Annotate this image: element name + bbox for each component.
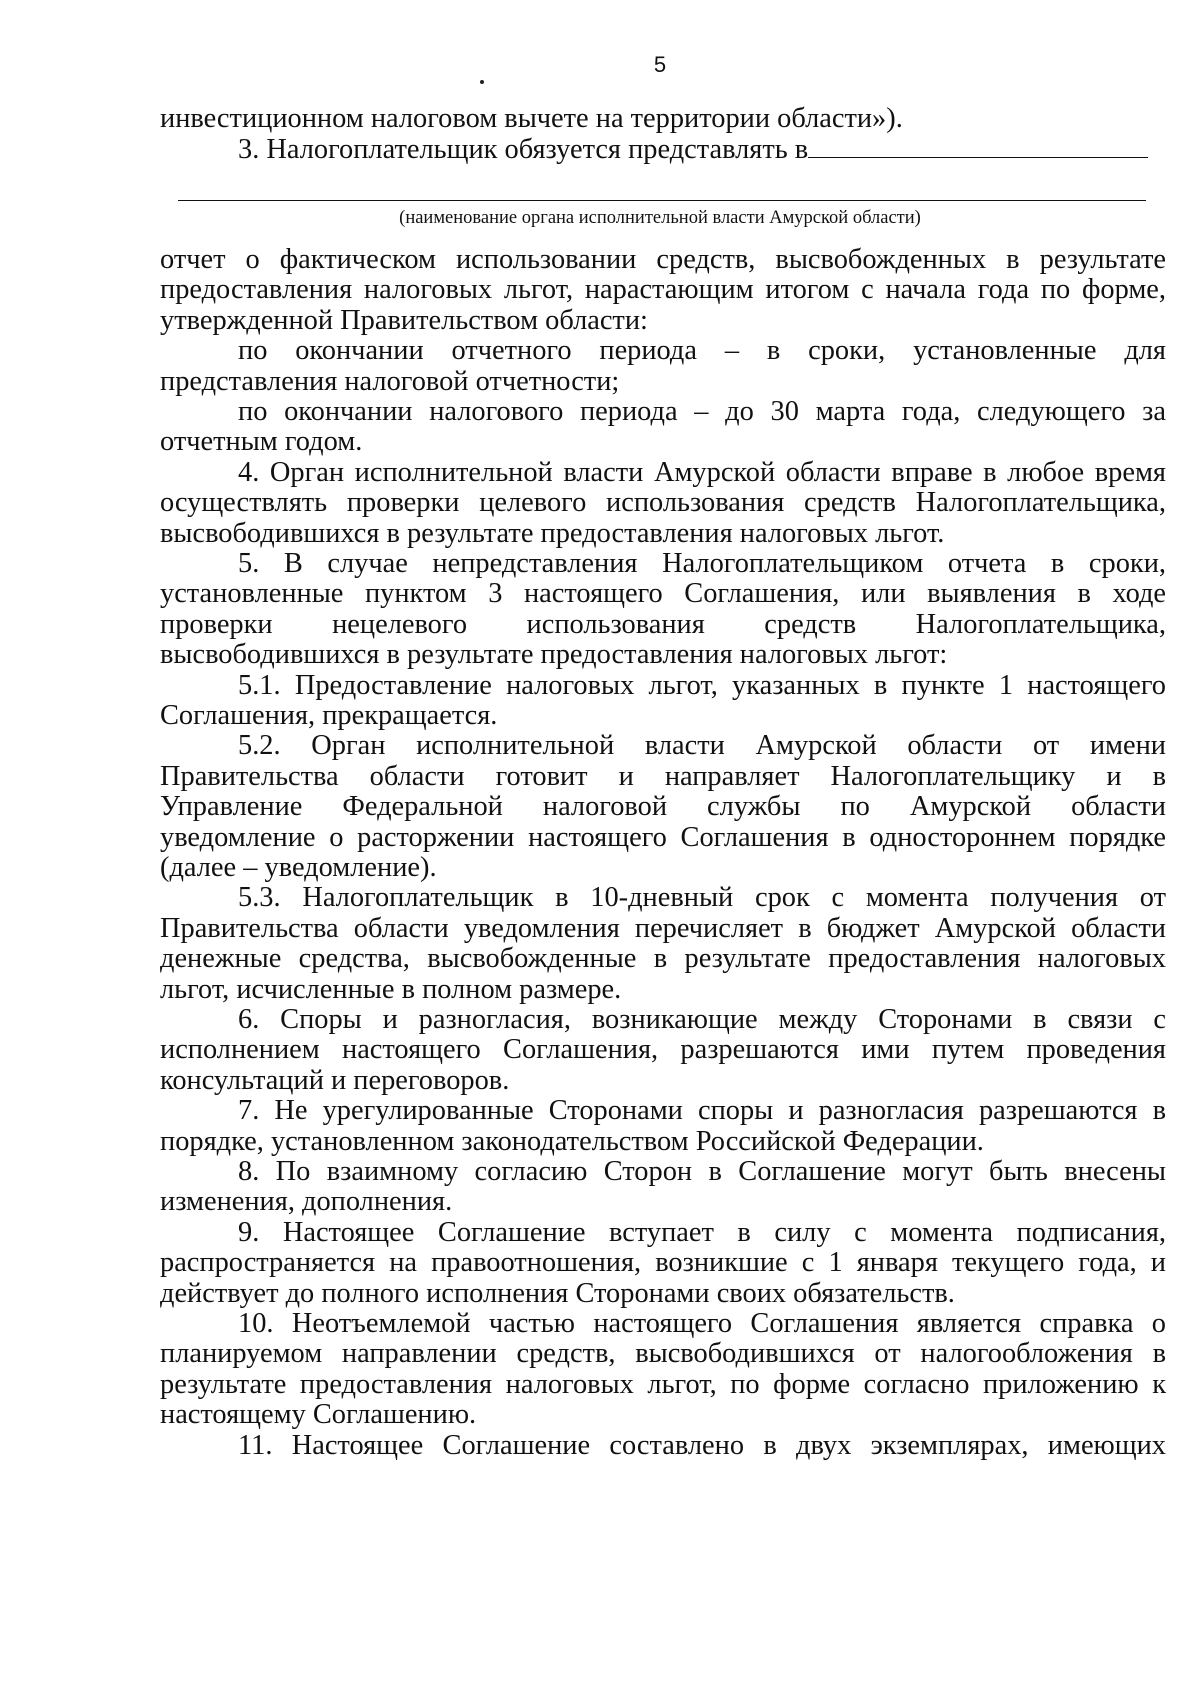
- text-line: 10. Неотъемлемой частью настоящего Соглашения является справка о: [238, 1308, 1166, 1339]
- text-line: исполнением настоящего Соглашения, разрешаются ими путем проведения: [160, 1034, 1166, 1066]
- text-line: отчет о фактическом использовании средств, высвобожденных в результате: [160, 244, 1166, 275]
- text-line: уведомление о расторжении настоящего Соглашения в одностороннем порядке: [160, 821, 1166, 853]
- text-line: утвержденной Правительством области:: [160, 304, 648, 336]
- text-line: планируемом направлении средств, высвободившихся от налогообложения в: [160, 1338, 1166, 1370]
- text-line: осуществлять проверки целевого использования средств Налогоплательщика,: [160, 487, 1166, 519]
- fill-in-rule: [178, 200, 1146, 201]
- text-line: предоставления налоговых льгот, нарастающим итогом с начала года по форме,: [160, 274, 1166, 306]
- text-line: отчетным годом.: [160, 426, 363, 458]
- text-line: Правительства области готовит и направляет Налогоплательщику и в: [160, 760, 1166, 792]
- text-line: изменения, дополнения.: [160, 1186, 453, 1218]
- text-line: инвестиционном налоговом вычете на территории области»).: [160, 103, 903, 134]
- text-line: действует до полного исполнения Сторонами своих обязательств.: [160, 1277, 955, 1309]
- text-line: 5. В случае непредставления Налогоплательщиком отчета в сроки,: [238, 548, 1166, 579]
- text-line: льгот, исчисленные в полном размере.: [160, 973, 622, 1005]
- text-line: (далее – уведомление).: [160, 852, 437, 883]
- text-line: Правительства области уведомления перечисляет в бюджет Амурской области: [160, 912, 1166, 944]
- text-line: настоящему Соглашению.: [160, 1399, 477, 1431]
- fill-in-blank: [808, 135, 1148, 158]
- text-line: высвободившихся в результате предоставления налоговых льгот.: [160, 517, 945, 549]
- text-line: представления налоговой отчетности;: [160, 365, 620, 397]
- text-line: 7. Не урегулированные Сторонами споры и разногласия разрешаются в: [238, 1095, 1166, 1127]
- text-line: по окончании налогового периода – до 30 марта года, следующего за: [238, 396, 1166, 427]
- text-line: установленные пунктом 3 настоящего Соглашения, или выявления в ходе: [160, 578, 1166, 610]
- text-line: высвободившихся в результате предоставления налоговых льгот:: [160, 639, 948, 671]
- text-line: 4. Орган исполнительной власти Амурской области вправе в любое время: [238, 456, 1166, 488]
- scan-speck: [480, 80, 484, 84]
- field-caption: (наименование органа исполнительной власти Амурской области): [399, 208, 921, 228]
- text-line: результате предоставления налоговых льгот, по форме согласно приложению к: [160, 1368, 1166, 1400]
- text-line-with-blank: 3. Налогоплательщик обязуется представлять в: [160, 134, 1166, 166]
- text-line: 5.2. Орган исполнительной власти Амурской области от имени: [238, 730, 1166, 762]
- text-line: 11. Настоящее Соглашение составлено в двух экземплярах, имеющих: [238, 1429, 1166, 1461]
- text-line: распространяется на правоотношения, возникшие с 1 января текущего года, и: [160, 1247, 1166, 1279]
- text-line: Соглашения, прекращается.: [160, 700, 498, 731]
- text-line: по окончании отчетного периода – в сроки, установленные для: [238, 335, 1166, 367]
- text-line: Управление Федеральной налоговой службы по Амурской области: [160, 791, 1166, 823]
- page-number: 5: [653, 52, 667, 77]
- text-line: 8. По взаимному согласию Сторон в Соглашение могут быть внесены: [238, 1156, 1166, 1187]
- text-line: проверки нецелевого использования средств Налогоплательщика,: [160, 608, 1166, 640]
- text-line: 6. Споры и разногласия, возникающие между Сторонами в связи с: [238, 1004, 1166, 1035]
- text-line: 5.1. Предоставление налоговых льгот, указанных в пункте 1 настоящего: [238, 669, 1166, 701]
- text-line: порядке, установленном законодательством Российской Федерации.: [160, 1125, 984, 1157]
- text-line: консультаций и переговоров.: [160, 1064, 510, 1096]
- text-line: денежные средства, высвобожденные в результате предоставления налоговых: [160, 943, 1166, 975]
- text-line: 5.3. Налогоплательщик в 10-дневный срок с момента получения от: [238, 882, 1166, 914]
- text-line: 9. Настоящее Соглашение вступает в силу с момента подписания,: [238, 1216, 1166, 1248]
